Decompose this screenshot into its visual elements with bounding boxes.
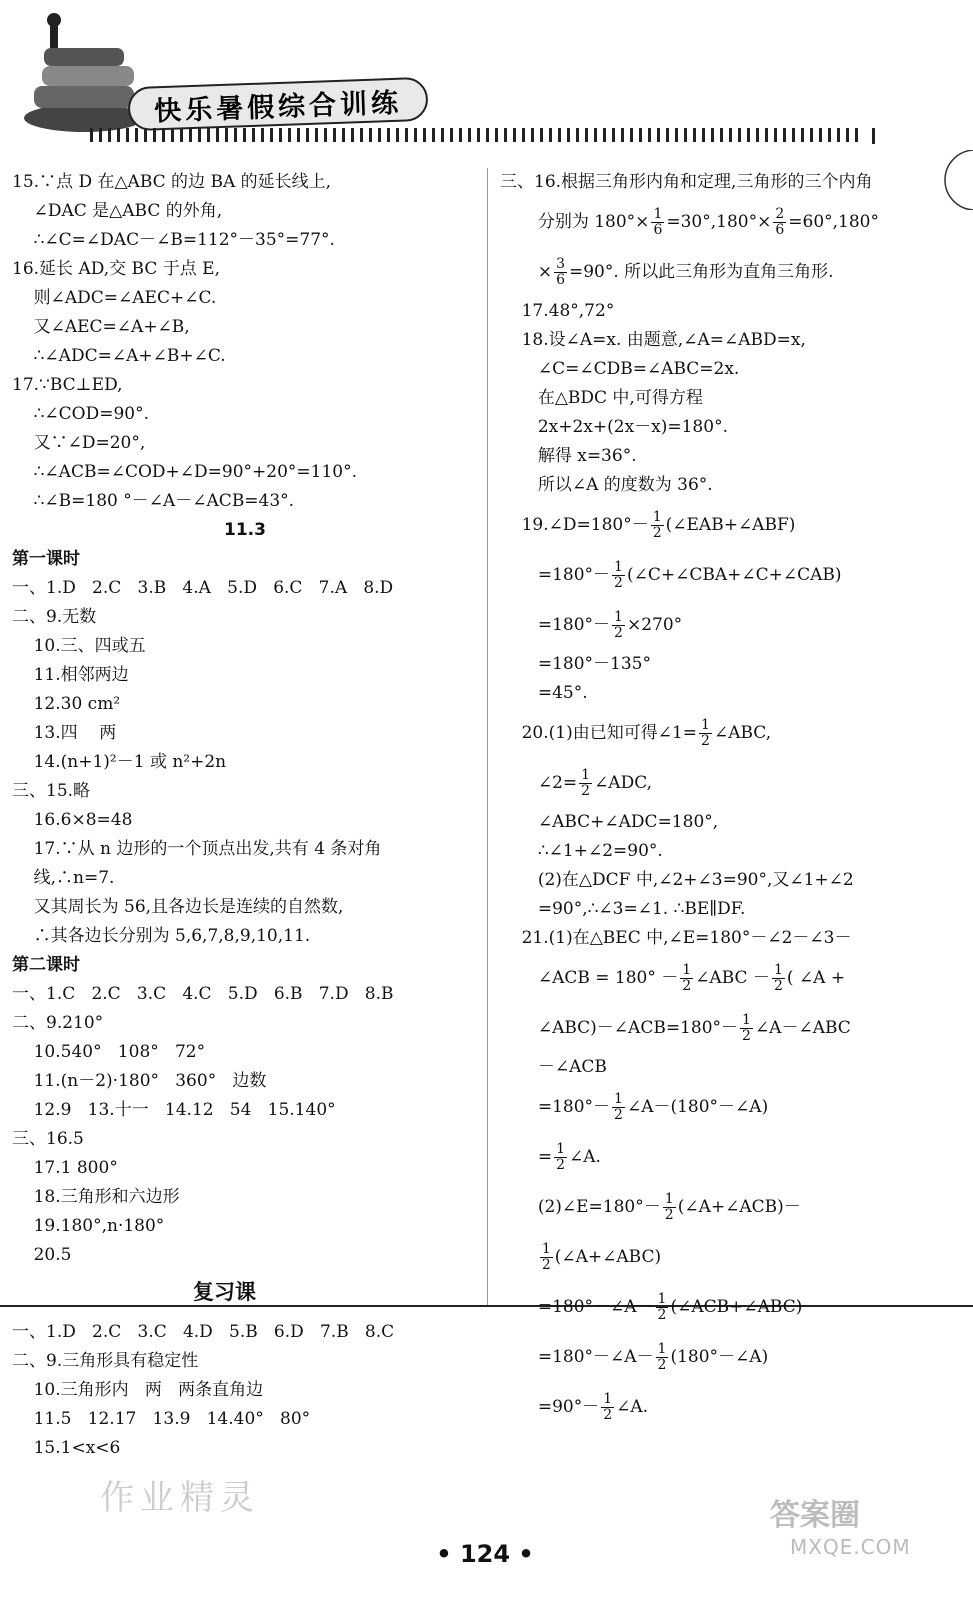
answer-line: ∠DAC 是△ABC 的外角, (12, 201, 223, 221)
answer-line: ∴∠ADC=∠A+∠B+∠C. (12, 346, 226, 366)
strip-end-mark (872, 128, 875, 144)
answer-line: =90°－ $\frac{1}{2}$ ∠A. (500, 1391, 649, 1423)
answer-line: ∴∠B=180 °－∠A－∠ACB=43°. (12, 491, 295, 511)
answer-line: ∠ACB = 180° － $\frac{1}{2}$ ∠ABC － $\frac{1}{2}$ ( ∠A + (500, 962, 846, 994)
fraction: $\frac{1}{2}$ (742, 1012, 751, 1044)
answer-line: 三、16.5 (12, 1129, 84, 1149)
answer-line: =180°－135° (500, 654, 651, 674)
answer-line: 三、15.略 (12, 781, 91, 801)
answer-line: 17.1 800° (12, 1158, 118, 1178)
answer-line: =180°－∠A－ $\frac{1}{2}$ (∠ACB+∠ABC) (500, 1291, 803, 1323)
fraction: $\frac{1}{6}$ (653, 206, 663, 238)
answer-line: 线,∴n=7. (12, 868, 115, 888)
answer-line: =180°－∠A－ $\frac{1}{2}$ (180°－∠A) (500, 1341, 769, 1373)
answer-line: 14.(n+1)²－1 或 n²+2n (12, 752, 227, 772)
answer-line: 16.延长 AD,交 BC 于点 E, (12, 259, 220, 279)
answer-line: 一、1.C 2.C 3.C 4.C 5.D 6.B 7.D 8.B (12, 984, 394, 1004)
answer-line: =45°. (500, 683, 588, 703)
answer-line: 20.(1)由已知可得∠1= $\frac{1}{2}$ ∠ABC, (500, 717, 772, 749)
answer-line: 17.48°,72° (500, 301, 615, 321)
answer-line: 19.180°,n·180° (12, 1216, 165, 1236)
answer-line: 17.∵BC⊥ED, (12, 375, 123, 395)
answer-line: =180°－ $\frac{1}{2}$ (∠C+∠CBA+∠C+∠CAB) (500, 559, 842, 591)
answer-line: 在△BDC 中,可得方程 (500, 388, 703, 408)
answer-line: 11.相邻两边 (12, 665, 129, 685)
fraction: $\frac{1}{2}$ (614, 609, 623, 641)
answer-line: ∠C=∠CDB=∠ABC=2x. (500, 359, 740, 379)
answer-line: ∴其各边长分别为 5,6,7,8,9,10,11. (12, 926, 311, 946)
answer-line: 2x+2x+(2x－x)=180°. (500, 417, 728, 437)
banner-title: 快乐暑假综合训练 (127, 77, 428, 131)
answer-line: 16.6×8=48 (12, 810, 133, 830)
answer-line: 二、9.无数 (12, 607, 97, 627)
fraction: $\frac{1}{2}$ (652, 509, 662, 541)
answer-line: －∠ACB (500, 1057, 607, 1077)
fraction: $\frac{1}{2}$ (664, 1191, 674, 1223)
answer-line: =180°－ $\frac{1}{2}$ ×270° (500, 609, 683, 641)
answer-line: 11.5 12.17 13.9 14.40° 80° (12, 1409, 311, 1429)
review-answer-block (12, 1318, 478, 1463)
fraction: $\frac{2}{6}$ (775, 206, 785, 238)
answer-line: (2)在△DCF 中,∠2+∠3=90°,又∠1+∠2 (500, 870, 854, 890)
answer-line: 二、9.210° (12, 1013, 104, 1033)
answer-line: 则∠ADC=∠AEC+∠C. (12, 288, 217, 308)
answer-line: 又∠AEC=∠A+∠B, (12, 317, 190, 337)
answer-line: ∠ABC+∠ADC=180°, (500, 812, 719, 832)
answer-line: 18.设∠A=x. 由题意,∠A=∠ABD=x, (500, 330, 806, 350)
fraction: $\frac{1}{2}$ (556, 1141, 565, 1173)
answer-line: 一、1.D 2.C 3.B 4.A 5.D 6.C 7.A 8.D (12, 578, 394, 598)
answer-line: $\frac{1}{2}$ (∠A+∠ABC) (541, 1241, 662, 1273)
answer-line: ∴∠ACB=∠COD+∠D=90°+20°=110°. (12, 462, 357, 482)
answer-line: ∴∠C=∠DAC－∠B=112°－35°=77°. (12, 230, 335, 250)
books-illustration-icon (14, 8, 154, 148)
answer-line: 11.3 (224, 520, 266, 540)
answer-line: ∴∠COD=90°. (12, 404, 150, 424)
header-banner (0, 0, 973, 170)
answer-line: 15.1<x<6 (12, 1438, 121, 1458)
watermark-logo-text: 答案圈 (770, 1498, 860, 1533)
column-divider (487, 168, 488, 1305)
answer-line: 分别为 180°× $\frac{1}{6}$ =30°,180°× $\frac{2}{6}$ =60°,180° (500, 206, 879, 238)
answer-line: 10.三、四或五 (12, 636, 146, 656)
fraction: $\frac{1}{2}$ (614, 1091, 623, 1123)
answer-line: 解得 x=36°. (500, 446, 637, 466)
fraction: $\frac{1}{2}$ (657, 1291, 667, 1323)
answer-line: 10.三角形内 两 两条直角边 (12, 1380, 264, 1400)
answer-line: ∠ABC)－∠ACB=180°－ $\frac{1}{2}$ ∠A－∠ABC (500, 1012, 851, 1044)
answer-line: =90°,∴∠3=∠1. ∴BE∥DF. (500, 899, 746, 919)
watermark-url: MXQE.COM (790, 1535, 911, 1559)
answer-line: 19.∠D=180°－ $\frac{1}{2}$ (∠EAB+∠ABF) (500, 509, 796, 541)
answer-line: 二、9.三角形具有稳定性 (12, 1351, 199, 1371)
answer-line: 第二课时 (12, 955, 80, 975)
answer-line: ∠2= $\frac{1}{2}$ ∠ADC, (500, 767, 653, 799)
fraction: $\frac{1}{2}$ (701, 717, 710, 749)
answer-line: = $\frac{1}{2}$ ∠A. (500, 1141, 601, 1173)
answer-line: 15.∵点 D 在△ABC 的边 BA 的延长线上, (12, 172, 332, 192)
fraction: $\frac{1}{2}$ (657, 1341, 667, 1373)
answer-line: 18.三角形和六边形 (12, 1187, 180, 1207)
fraction: $\frac{1}{2}$ (614, 559, 623, 591)
answer-line: 20.5 (12, 1245, 72, 1265)
answer-line: 10.540° 108° 72° (12, 1042, 206, 1062)
answer-line: 17.∵从 n 边形的一个顶点出发,共有 4 条对角 (12, 839, 382, 859)
fraction: $\frac{1}{2}$ (603, 1391, 613, 1423)
answer-line: 所以∠A 的度数为 36°. (500, 475, 713, 495)
answer-line: =180°－ $\frac{1}{2}$ ∠A－(180°－∠A) (500, 1091, 769, 1123)
left-answer-column (12, 168, 478, 1270)
answer-line: 13.四 两 (12, 723, 117, 743)
fraction: $\frac{1}{2}$ (773, 962, 783, 994)
answer-line: 三、16.根据三角形内角和定理,三角形的三个内角 (500, 172, 873, 192)
review-section-title: 复习课 (193, 1280, 256, 1304)
fraction: $\frac{3}{6}$ (556, 256, 565, 288)
answer-line: 12.9 13.十一 14.12 54 15.140° (12, 1100, 336, 1120)
page-number: • 124 • (436, 1540, 534, 1568)
answer-line: × $\frac{3}{6}$ =90°. 所以此三角形为直角三角形. (500, 256, 834, 288)
answer-line: 21.(1)在△BEC 中,∠E=180°－∠2－∠3－ (500, 928, 852, 948)
answer-line: 12.30 cm² (12, 694, 121, 714)
right-answer-column (500, 168, 970, 1432)
fraction: $\frac{1}{2}$ (581, 767, 591, 799)
answer-line: 11.(n－2)·180° 360° 边数 (12, 1071, 267, 1091)
fraction: $\frac{1}{2}$ (682, 962, 692, 994)
fraction: $\frac{1}{2}$ (541, 1241, 551, 1273)
watermark-text: 作业精灵 (100, 1478, 260, 1518)
answer-line: 一、1.D 2.C 3.C 4.D 5.B 6.D 7.B 8.C (12, 1322, 395, 1342)
answer-line: ∴∠1+∠2=90°. (500, 841, 663, 861)
answer-line: (2)∠E=180°－ $\frac{1}{2}$ (∠A+∠ACB)－ (500, 1191, 801, 1223)
answer-line: 又其周长为 56,且各边长是连续的自然数, (12, 897, 344, 917)
decorative-strip (90, 128, 860, 142)
answer-line: 又∵∠D=20°, (12, 433, 146, 453)
answer-line: 第一课时 (12, 549, 80, 569)
